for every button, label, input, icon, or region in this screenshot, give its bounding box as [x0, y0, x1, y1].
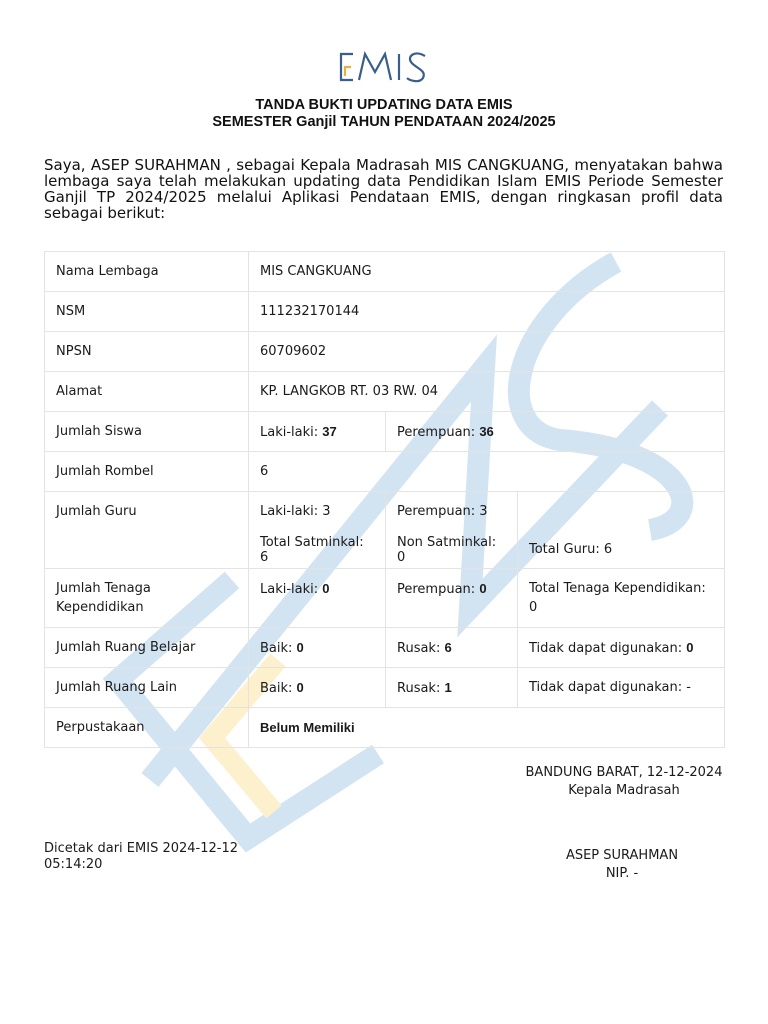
siswa-perempuan-cell — [386, 412, 725, 452]
cell-value: Belum Memiliki — [260, 719, 355, 735]
cell-text: Perempuan: 3 — [397, 504, 488, 519]
table-row — [45, 412, 725, 452]
cell-label: Baik: — [260, 680, 293, 696]
cell-text: Total Guru: 6 — [529, 542, 613, 557]
cell-value: 0 — [322, 581, 330, 596]
ruang-belajar-rusak-cell — [386, 628, 518, 668]
guru-laki-cell — [249, 492, 386, 569]
cell-value: 36 — [479, 423, 494, 439]
ruang-lain-baik-cell — [249, 668, 386, 708]
row-value: 60709602 — [249, 332, 725, 372]
cell-label: Tidak dapat digunakan: — [529, 640, 683, 656]
ruang-lain-rusak-cell — [386, 668, 518, 708]
signature-place-date: BANDUNG BARAT, 12-12-2024 — [525, 765, 723, 780]
cell-label: Laki-laki: — [260, 582, 319, 597]
ruang-belajar-tidak-cell — [518, 628, 725, 668]
cell-label: Perempuan: — [397, 582, 476, 597]
signature-name: ASEP SURAHMAN — [565, 848, 679, 863]
cell-value: 0 — [296, 639, 304, 655]
profile-data-table — [44, 251, 725, 748]
table-row — [45, 668, 725, 708]
signature-role: Kepala Madrasah — [568, 783, 680, 798]
row-value: KP. LANGKOB RT. 03 RW. 04 — [249, 372, 725, 412]
table-row — [45, 372, 725, 412]
printed-timestamp: Dicetak dari EMIS 2024-12-12 05:14:20 — [44, 841, 238, 872]
table-row — [45, 292, 725, 332]
document-subtitle: SEMESTER Ganjil TAHUN PENDATAAN 2024/2025 — [212, 114, 556, 130]
row-value — [249, 708, 725, 748]
row-label: Jumlah Tenaga Kependidikan — [45, 569, 249, 628]
siswa-laki-cell — [249, 412, 386, 452]
cell-text: Total Satminkal: 6 — [260, 535, 364, 565]
row-label: NSM — [45, 292, 249, 332]
table-row — [45, 332, 725, 372]
cell-value: 0 — [296, 679, 304, 695]
document-title: TANDA BUKTI UPDATING DATA EMIS — [255, 97, 513, 113]
row-value: 111232170144 — [249, 292, 725, 332]
row-label: Jumlah Rombel — [45, 452, 249, 492]
row-label: Jumlah Siswa — [45, 412, 249, 452]
ruang-belajar-baik-cell — [249, 628, 386, 668]
cell-label: Perempuan: — [397, 424, 476, 440]
cell-text: Laki-laki: 3 — [260, 504, 331, 519]
intro-paragraph: Saya, ASEP SURAHMAN , sebagai Kepala Madrasah MIS CANGKUANG, menyatakan bahwa lembaga saya telah melakukan updating data Pendidikan Islam EMIS Periode Semester Ganjil TP 2024/2025 melalui Aplikasi Pendataan EMIS, dengan ringkasan profil data sebagai berikut: — [44, 156, 723, 222]
cell-label: Rusak: — [397, 680, 441, 696]
table-row — [45, 628, 725, 668]
cell-value: 0 — [686, 639, 694, 655]
row-label: Alamat — [45, 372, 249, 412]
cell-label: Rusak: — [397, 640, 441, 656]
emis-logo — [337, 48, 429, 86]
guru-total-cell — [518, 492, 725, 569]
cell-text: Non Satminkal: 0 — [397, 535, 497, 565]
ruang-lain-tidak-cell: Tidak dapat digunakan: - — [518, 668, 725, 708]
table-row — [45, 708, 725, 748]
row-label: Jumlah Ruang Belajar — [45, 628, 249, 668]
guru-perempuan-cell — [386, 492, 518, 569]
tendik-laki-cell — [249, 569, 386, 628]
cell-value: 6 — [444, 639, 452, 655]
row-label: Perpustakaan — [45, 708, 249, 748]
row-value: MIS CANGKUANG — [249, 252, 725, 292]
row-label: Nama Lembaga — [45, 252, 249, 292]
tendik-perempuan-cell — [386, 569, 518, 628]
tendik-total-cell: Total Tenaga Kependidikan: 0 — [518, 569, 725, 628]
row-value: 6 — [249, 452, 725, 492]
row-label: Jumlah Guru — [45, 492, 249, 569]
table-row — [45, 492, 725, 569]
table-row — [45, 252, 725, 292]
row-label: Jumlah Ruang Lain — [45, 668, 249, 708]
cell-value: 1 — [444, 679, 452, 695]
cell-value: 0 — [479, 581, 487, 596]
cell-value: 37 — [322, 423, 337, 439]
cell-label: Baik: — [260, 640, 293, 656]
table-row — [45, 569, 725, 628]
row-label: NPSN — [45, 332, 249, 372]
cell-label: Laki-laki: — [260, 424, 319, 440]
signature-nip: NIP. - — [605, 866, 639, 881]
table-row — [45, 452, 725, 492]
